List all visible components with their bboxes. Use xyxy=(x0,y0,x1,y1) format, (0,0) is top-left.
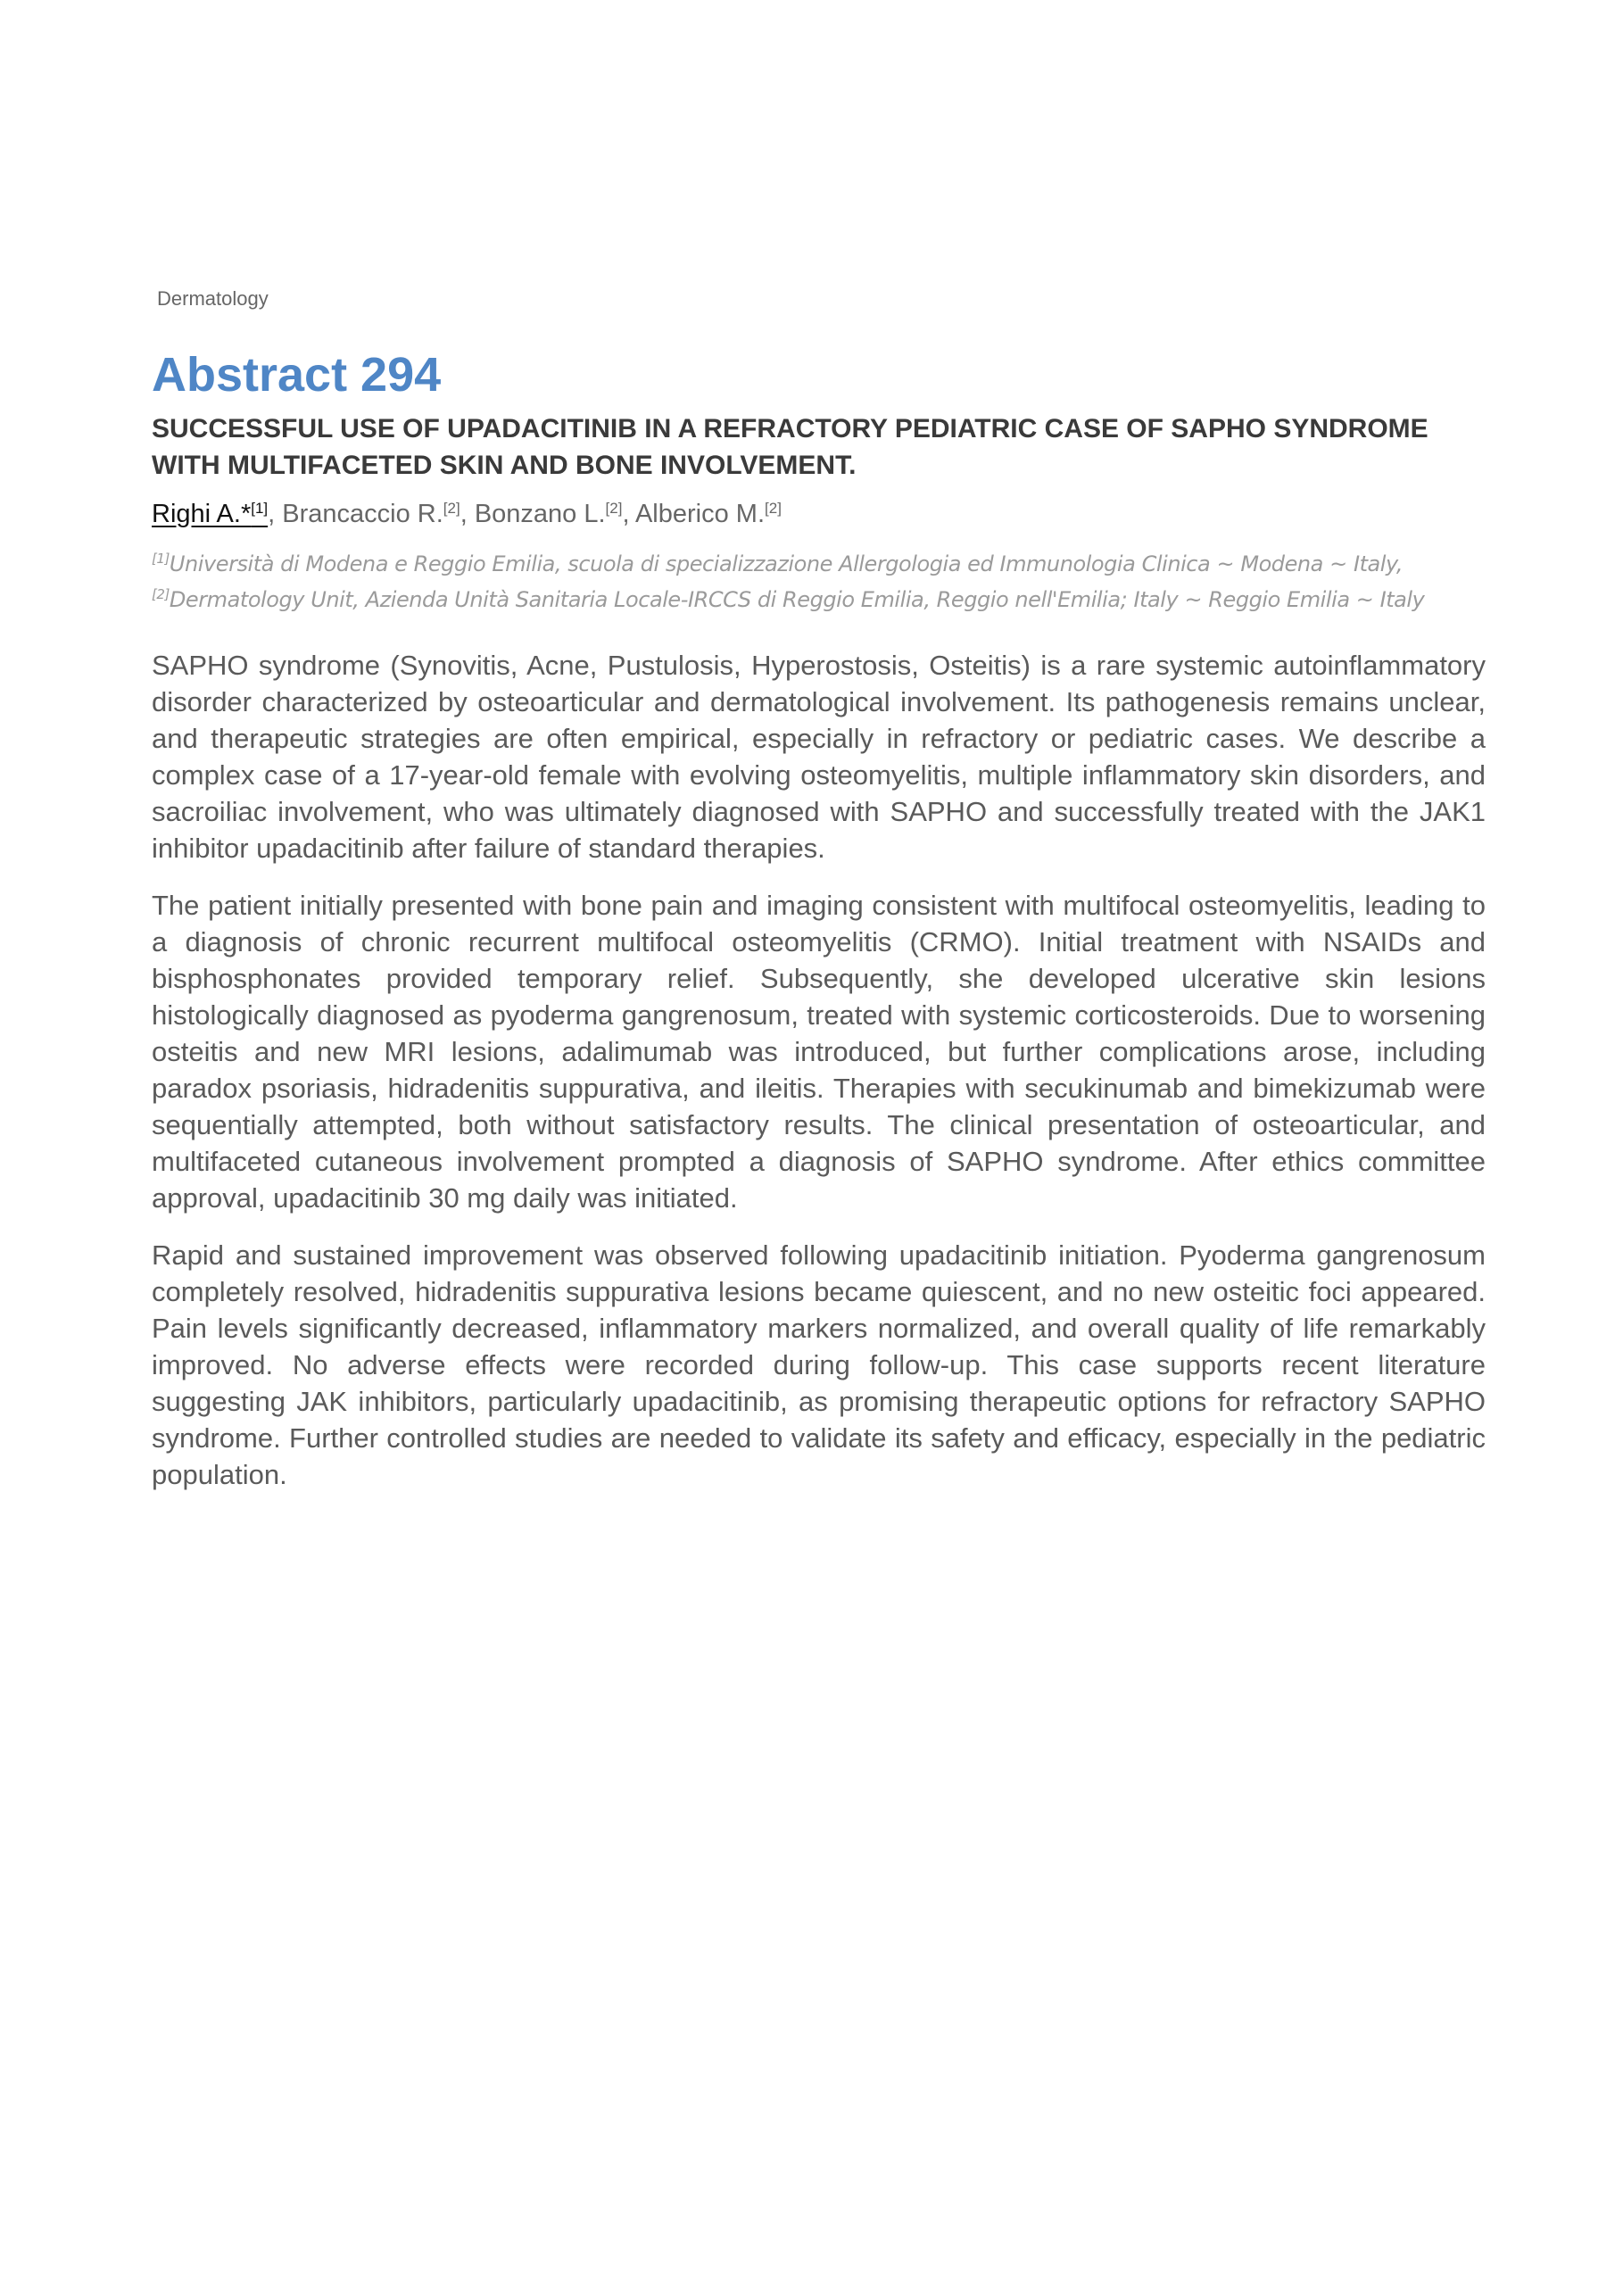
author-name: Alberico M. xyxy=(634,500,766,528)
author-name: Righi A.* xyxy=(152,500,252,528)
affiliation-text: Dermatology Unit, Azienda Unità Sanitaria Locale-IRCCS di Reggio Emilia, Reggio nell'Emilia; Italy ~ Reggio Emilia ~ Italy xyxy=(169,587,1425,612)
paper-title: SUCCESSFUL USE OF UPADACITINIB IN A REFRACTORY PEDIATRIC CASE OF SAPHO SYNDROME WITH MULTIFACETED SKIN AND BONE INVOLVEMENT. xyxy=(152,414,1428,480)
affiliation-list xyxy=(152,546,1490,618)
author-name: Brancaccio R. xyxy=(282,500,443,528)
affiliation-item xyxy=(152,546,1490,582)
abstract-number-heading: Abstract 294 xyxy=(152,348,442,402)
author-affiliation-ref: [2] xyxy=(765,500,782,517)
author-separator: , xyxy=(622,500,635,528)
author-presenting xyxy=(152,500,268,528)
author-separator: , xyxy=(268,500,283,528)
category-label: Dermatology xyxy=(157,287,269,310)
author xyxy=(635,500,782,528)
body-paragraph: The patient initially presented with bone pain and imaging consistent with multifocal osteomyelitis, leading to a diagnosis of chronic recurrent multifocal osteomyelitis (CRMO). Initial treatment with NSAIDs and bisphosphonates provided temporary relief. Subsequently, she developed ulcerative skin lesions histologically diagnosed as pyoderma gangrenosum, treated with systemic corticosteroids. Due to worsening osteitis and new MRI lesions, adalimumab was introduced, but further complications arose, including paradox psoriasis, hidradenitis suppurativa, and ileitis. Therapies with secukinumab and bimekizumab were sequentially attempted, both without satisfactory results. The clinical presentation of osteoarticular, and multifaceted cutaneous involvement prompted a diagnosis of SAPHO syndrome. After ethics committee approval, upadacitinib 30 mg daily was initiated. xyxy=(152,890,1486,1214)
author-list xyxy=(152,496,782,532)
body-paragraph: Rapid and sustained improvement was observed following upadacitinib initiation. Pyoderma gangrenosum completely resolved, hidradenitis suppurativa lesions became quiescent, and no new osteitic foci appeared. Pain levels significantly decreased, inflammatory markers normalized, and overall quality of life remarkably improved. No adverse effects were recorded during follow-up. This case supports recent literature suggesting JAK inhibitors, particularly upadacitinib, as promising therapeutic options for refractory SAPHO syndrome. Further controlled studies are needed to validate its safety and efficacy, especially in the pediatric population. xyxy=(152,1239,1486,1490)
affiliation-item xyxy=(152,582,1490,618)
affiliation-ref: [1] xyxy=(152,551,170,567)
abstract-body xyxy=(152,647,1486,1513)
author xyxy=(282,500,460,528)
affiliation-ref: [2] xyxy=(152,586,170,602)
author-affiliation-ref: [1] xyxy=(251,500,269,517)
author-affiliation-ref: [2] xyxy=(605,500,623,517)
author-affiliation-ref: [2] xyxy=(443,500,460,517)
affiliation-text: Università di Modena e Reggio Emilia, scuola di specializzazione Allergologia ed Immunologia Clinica ~ Modena ~ Italy, xyxy=(169,551,1404,576)
author-name: Bonzano L. xyxy=(474,500,606,528)
author-separator: , xyxy=(460,500,475,528)
body-paragraph: SAPHO syndrome (Synovitis, Acne, Pustulosis, Hyperostosis, Osteitis) is a rare systemic autoinflammatory disorder characterized by osteoarticular and dermatological involvement. Its pathogenesis remains unclear, and therapeutic strategies are often empirical, especially in refractory or pediatric cases. We describe a complex case of a 17-year-old female with evolving osteomyelitis, multiple inflammatory skin disorders, and sacroiliac involvement, who was ultimately diagnosed with SAPHO and successfully treated with the JAK1 inhibitor upadacitinib after failure of standard therapies. xyxy=(152,650,1486,864)
author xyxy=(475,500,623,528)
